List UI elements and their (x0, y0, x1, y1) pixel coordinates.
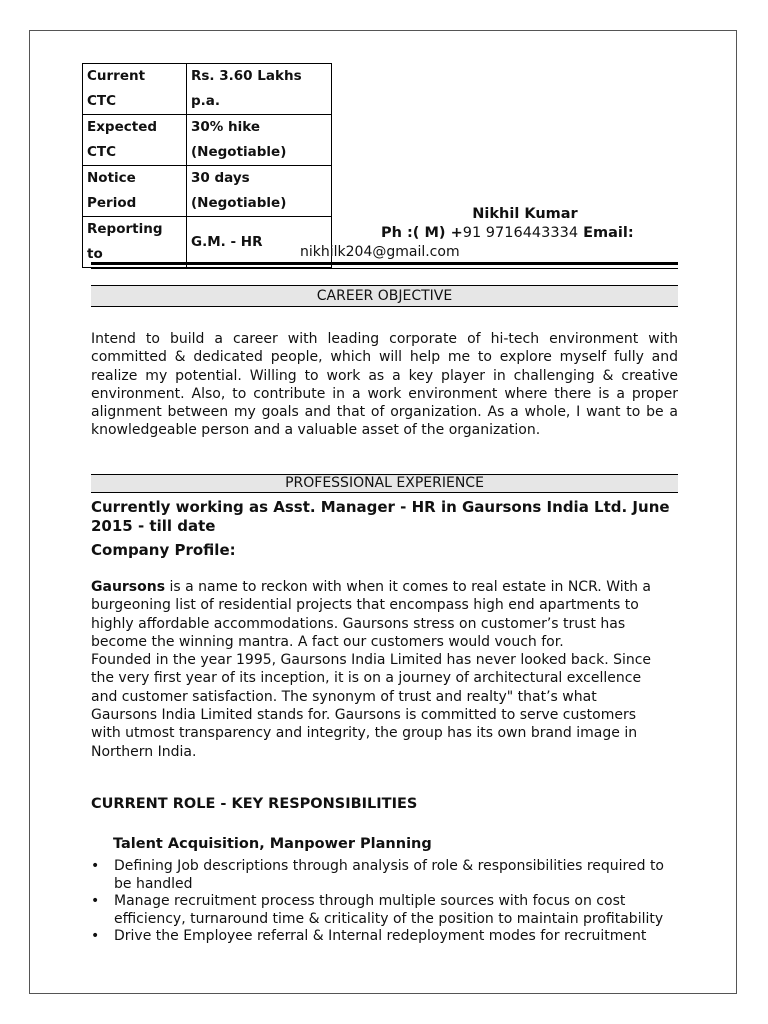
email-address: nikhilk204@gmail.com (300, 244, 460, 260)
list-item: • Drive the Employee referral & Internal redeployment modes for recruitment (91, 928, 681, 946)
company-name: Gaursons (91, 579, 166, 595)
table-row (83, 166, 332, 217)
expected-ctc-label: Expected CTC (83, 115, 187, 166)
current-ctc-label: Current CTC (83, 64, 187, 115)
reporting-to-label: Reporting to (83, 217, 187, 268)
phone-number: 91 9716443334 (462, 225, 579, 241)
phone-label: Ph :( M) + (381, 225, 463, 241)
header-divider (91, 262, 678, 265)
email-label: Email: (578, 225, 634, 241)
list-item: • Manage recruitment process through multiple sources with focus on cost efficiency, turnaround time & criticality of the position to maintain profitability (91, 893, 681, 928)
table-row (83, 115, 332, 166)
company-profile-label: Company Profile: (91, 541, 236, 559)
career-objective-heading: CAREER OBJECTIVE (91, 285, 678, 307)
current-ctc-value: Rs. 3.60 Lakhs p.a. (187, 64, 332, 115)
talent-acquisition-subheading: Talent Acquisition, Manpower Planning (113, 836, 432, 852)
phone-line (381, 225, 634, 241)
professional-experience-heading: PROFESSIONAL EXPERIENCE (91, 474, 678, 493)
header-divider-thin (91, 268, 678, 269)
current-role-heading: CURRENT ROLE - KEY RESPONSIBILITIES (91, 796, 418, 812)
ctc-table (82, 63, 332, 268)
career-objective-text: Intend to build a career with leading corporate of hi-tech environment with committed & dedicated people, which will help me to explore myself fully and realize my potential. Willing to work as a key player in challenging & creative environment. Also, to contribute in a work environment where there is a proper alignment between my goals and that of organization. As a whole, I want to be a knowledgeable person and a valuable asset of the organization. (91, 331, 678, 439)
candidate-name: Nikhil Kumar (472, 206, 578, 222)
current-position: Currently working as Asst. Manager - HR in Gaursons India Ltd. June 2015 - till date (91, 498, 670, 535)
table-row (83, 217, 332, 268)
expected-ctc-value: 30% hike (Negotiable) (187, 115, 332, 166)
reporting-to-value: G.M. - HR (187, 217, 332, 268)
company-profile-text: Gaursons is a name to reckon with when it comes to real estate in NCR. With a burgeoning list of residential projects that encompass high end apartments to highly affordable accommodations. Gaursons stress on customer’s trust has become the winning mantra. A fact our customers would vouch for. Founded in the year 1995, Gaursons India Limited has never looked back. Since the very first year of its inception, it is on a journey of architectural excellence and customer satisfaction. The synonym of trust and realty" that’s what Gaursons India Limited stands for. Gaursons is committed to serve customers with utmost transparency and integrity, the group has its own brand image in Northern India. (91, 579, 652, 760)
table-row (83, 64, 332, 115)
responsibilities-list (91, 858, 681, 946)
notice-period-label: Notice Period (83, 166, 187, 217)
notice-period-value: 30 days (Negotiable) (187, 166, 332, 217)
list-item: • Defining Job descriptions through analysis of role & responsibilities required to be handled (91, 858, 681, 893)
